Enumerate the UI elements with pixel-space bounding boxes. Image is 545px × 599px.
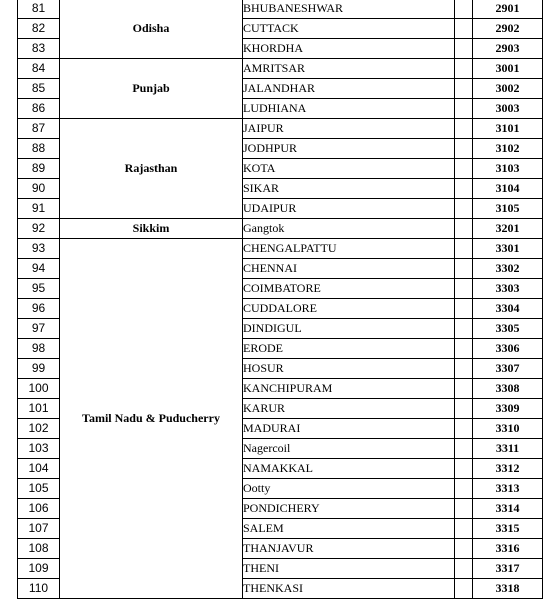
serial-number-cell: 107 [18, 519, 60, 539]
spacer-cell [455, 479, 473, 499]
spacer-cell [455, 259, 473, 279]
city-name-cell: MADURAI [243, 419, 455, 439]
serial-number-cell: 84 [18, 59, 60, 79]
centre-code-cell: 3301 [473, 239, 543, 259]
spacer-cell [455, 439, 473, 459]
city-name-cell: Gangtok [243, 219, 455, 239]
centre-code-cell: 3001 [473, 59, 543, 79]
serial-number-cell: 106 [18, 499, 60, 519]
spacer-cell [455, 519, 473, 539]
table-row [18, 239, 543, 259]
city-name-cell: JODHPUR [243, 139, 455, 159]
centre-code-cell: 3003 [473, 99, 543, 119]
serial-number-cell: 109 [18, 559, 60, 579]
serial-number-cell: 90 [18, 179, 60, 199]
spacer-cell [455, 199, 473, 219]
spacer-cell [455, 59, 473, 79]
serial-number-cell: 82 [18, 19, 60, 39]
state-name-cell: Sikkim [60, 219, 243, 239]
serial-number-cell: 108 [18, 539, 60, 559]
serial-number-cell: 85 [18, 79, 60, 99]
table-body [18, 0, 543, 599]
city-name-cell: KHORDHA [243, 39, 455, 59]
serial-number-cell: 104 [18, 459, 60, 479]
city-name-cell: THENKASI [243, 579, 455, 599]
city-name-cell: JALANDHAR [243, 79, 455, 99]
centre-code-cell: 3305 [473, 319, 543, 339]
city-name-cell: CHENNAI [243, 259, 455, 279]
serial-number-cell: 102 [18, 419, 60, 439]
centre-code-cell: 3314 [473, 499, 543, 519]
spacer-cell [455, 339, 473, 359]
city-name-cell: AMRITSAR [243, 59, 455, 79]
spacer-cell [455, 79, 473, 99]
spacer-cell [455, 39, 473, 59]
serial-number-cell: 86 [18, 99, 60, 119]
serial-number-cell: 87 [18, 119, 60, 139]
spacer-cell [455, 559, 473, 579]
centre-code-cell: 3102 [473, 139, 543, 159]
city-name-cell: KARUR [243, 399, 455, 419]
serial-number-cell: 98 [18, 339, 60, 359]
state-name-cell: Odisha [60, 0, 243, 59]
serial-number-cell: 105 [18, 479, 60, 499]
serial-number-cell: 93 [18, 239, 60, 259]
city-name-cell: LUDHIANA [243, 99, 455, 119]
serial-number-cell: 94 [18, 259, 60, 279]
centre-code-cell: 2902 [473, 19, 543, 39]
centre-code-cell: 3101 [473, 119, 543, 139]
centre-code-cell: 3306 [473, 339, 543, 359]
centre-code-cell: 2901 [473, 0, 543, 19]
centre-code-cell: 3308 [473, 379, 543, 399]
centre-code-cell: 3317 [473, 559, 543, 579]
centre-code-cell: 3002 [473, 79, 543, 99]
table-row [18, 59, 543, 79]
state-name-cell: Tamil Nadu & Puducherry [60, 239, 243, 599]
city-name-cell: DINDIGUL [243, 319, 455, 339]
centre-code-cell: 3302 [473, 259, 543, 279]
city-name-cell: SIKAR [243, 179, 455, 199]
spacer-cell [455, 539, 473, 559]
city-name-cell: KANCHIPURAM [243, 379, 455, 399]
centre-code-cell: 3312 [473, 459, 543, 479]
spacer-cell [455, 179, 473, 199]
serial-number-cell: 101 [18, 399, 60, 419]
centre-code-cell: 3313 [473, 479, 543, 499]
city-name-cell: Ootty [243, 479, 455, 499]
city-name-cell: CHENGALPATTU [243, 239, 455, 259]
spacer-cell [455, 19, 473, 39]
table-row [18, 119, 543, 139]
table-row [18, 0, 543, 19]
serial-number-cell: 95 [18, 279, 60, 299]
spacer-cell [455, 319, 473, 339]
centre-code-cell: 3103 [473, 159, 543, 179]
spacer-cell [455, 159, 473, 179]
spacer-cell [455, 99, 473, 119]
centre-code-cell: 3311 [473, 439, 543, 459]
city-name-cell: BHUBANESHWAR [243, 0, 455, 19]
state-name-cell: Rajasthan [60, 119, 243, 219]
city-name-cell: PONDICHERY [243, 499, 455, 519]
spacer-cell [455, 419, 473, 439]
spacer-cell [455, 379, 473, 399]
spacer-cell [455, 579, 473, 599]
centre-code-table [17, 0, 543, 599]
serial-number-cell: 97 [18, 319, 60, 339]
serial-number-cell: 92 [18, 219, 60, 239]
spacer-cell [455, 0, 473, 19]
centre-code-cell: 3310 [473, 419, 543, 439]
state-name-cell: Punjab [60, 59, 243, 119]
city-name-cell: Nagercoil [243, 439, 455, 459]
spacer-cell [455, 359, 473, 379]
spacer-cell [455, 499, 473, 519]
serial-number-cell: 110 [18, 579, 60, 599]
centre-code-cell: 3105 [473, 199, 543, 219]
city-name-cell: JAIPUR [243, 119, 455, 139]
spacer-cell [455, 139, 473, 159]
spacer-cell [455, 239, 473, 259]
city-name-cell: SALEM [243, 519, 455, 539]
centre-code-cell: 3303 [473, 279, 543, 299]
city-name-cell: KOTA [243, 159, 455, 179]
serial-number-cell: 81 [18, 0, 60, 19]
table-row [18, 219, 543, 239]
serial-number-cell: 100 [18, 379, 60, 399]
centre-code-cell: 3304 [473, 299, 543, 319]
city-name-cell: ERODE [243, 339, 455, 359]
city-name-cell: THENI [243, 559, 455, 579]
city-name-cell: COIMBATORE [243, 279, 455, 299]
centre-code-cell: 3104 [473, 179, 543, 199]
serial-number-cell: 91 [18, 199, 60, 219]
city-name-cell: THANJAVUR [243, 539, 455, 559]
serial-number-cell: 99 [18, 359, 60, 379]
centre-code-cell: 3307 [473, 359, 543, 379]
serial-number-cell: 103 [18, 439, 60, 459]
spacer-cell [455, 119, 473, 139]
centre-code-cell: 3201 [473, 219, 543, 239]
centre-code-cell: 3318 [473, 579, 543, 599]
serial-number-cell: 89 [18, 159, 60, 179]
serial-number-cell: 96 [18, 299, 60, 319]
city-name-cell: HOSUR [243, 359, 455, 379]
spacer-cell [455, 459, 473, 479]
city-name-cell: CUTTACK [243, 19, 455, 39]
centre-code-cell: 3315 [473, 519, 543, 539]
serial-number-cell: 88 [18, 139, 60, 159]
centre-code-cell: 3309 [473, 399, 543, 419]
serial-number-cell: 83 [18, 39, 60, 59]
spacer-cell [455, 299, 473, 319]
city-name-cell: CUDDALORE [243, 299, 455, 319]
city-name-cell: UDAIPUR [243, 199, 455, 219]
spacer-cell [455, 399, 473, 419]
centre-code-cell: 2903 [473, 39, 543, 59]
centre-code-cell: 3316 [473, 539, 543, 559]
spacer-cell [455, 219, 473, 239]
spacer-cell [455, 279, 473, 299]
city-name-cell: NAMAKKAL [243, 459, 455, 479]
